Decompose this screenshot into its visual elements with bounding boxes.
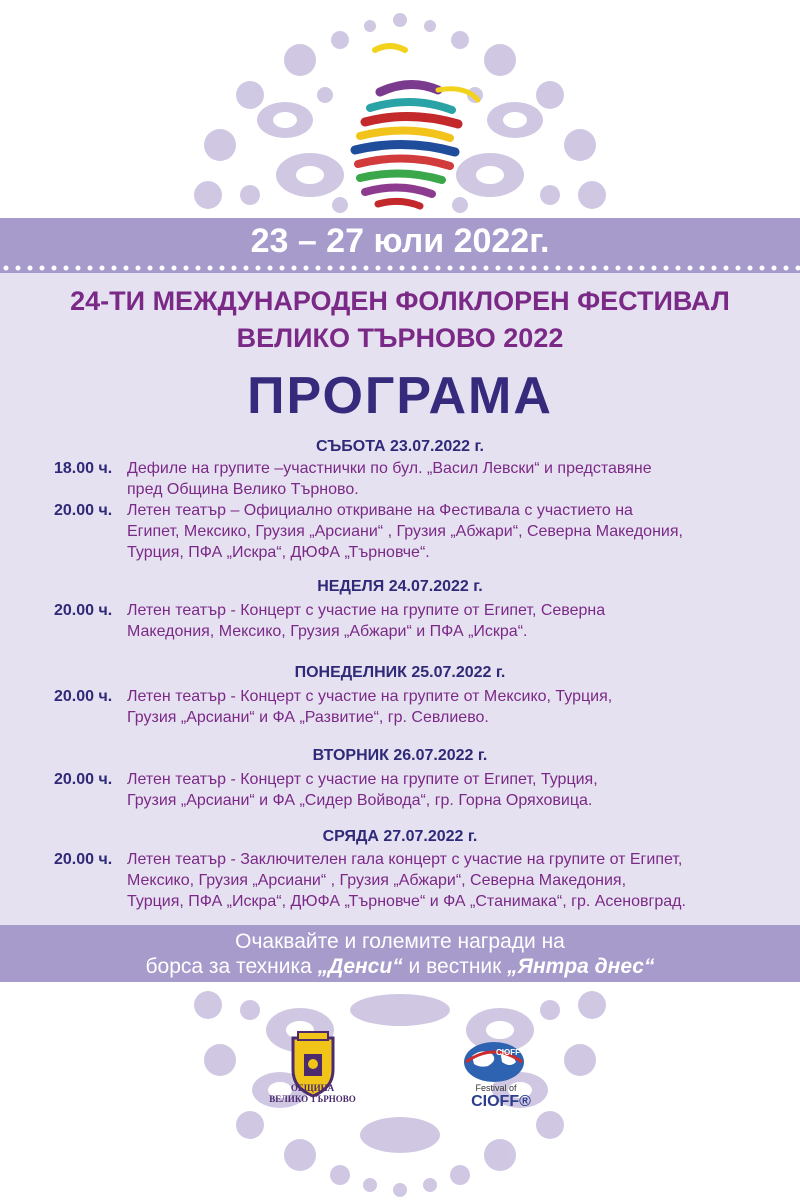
day-heading: ПОНЕДЕЛНИК 25.07.2022 г. (294, 664, 506, 681)
event-line: Мексико, Грузия „Арсиани“ , Грузия „Абжари“, Северна Македония, (127, 872, 627, 889)
bottom-mandala-ornament (190, 985, 610, 1200)
event-time: 20.00 ч. (54, 502, 113, 519)
divider-dot (220, 266, 225, 271)
divider-dot (4, 266, 9, 271)
event-description (127, 849, 787, 912)
divider-dot (556, 266, 561, 271)
divider-dot (508, 266, 513, 271)
divider-dot (772, 266, 777, 271)
day-heading: СЪБОТА 23.07.2022 г. (316, 438, 484, 455)
divider-dot (688, 266, 693, 271)
divider-dot (112, 266, 117, 271)
divider-dot (616, 266, 621, 271)
event-time: 20.00 ч. (54, 688, 113, 705)
program-heading: ПРОГРАМА (247, 367, 553, 425)
divider-dot (424, 266, 429, 271)
festival-title-line2: ВЕЛИКО ТЪРНОВО 2022 (236, 323, 564, 353)
divider-dot (544, 266, 549, 271)
event-line: Летен театър - Заключителен гала концерт с участие на групите от Египет, (127, 851, 683, 868)
divider-dot (340, 266, 345, 271)
event-time: 18.00 ч. (54, 460, 113, 477)
divider-dot (784, 266, 789, 271)
awards-text: борса за техника (145, 955, 318, 978)
event-line: пред Община Велико Търново. (127, 481, 359, 498)
cioff-caption: Festival of (475, 1083, 517, 1093)
divider-dot (40, 266, 45, 271)
cioff-globe-label: CIOFF (496, 1048, 520, 1057)
divider-dot (472, 266, 477, 271)
event-line: Летен театър - Концерт с участие на групите от Мексико, Турция, (127, 688, 613, 705)
divider-dot (448, 266, 453, 271)
divider-dot (412, 266, 417, 271)
divider-dot (436, 266, 441, 271)
event-line: Дефиле на групите –участнички по бул. „Васил Левски“ и представяне (127, 460, 652, 477)
event-description (127, 458, 787, 500)
sponsor-yantra: „Янтра днес“ (507, 955, 655, 978)
divider-dot (304, 266, 309, 271)
divider-dot (676, 266, 681, 271)
divider-dot (136, 266, 141, 271)
divider-dot (28, 266, 33, 271)
schedule-entry (54, 500, 784, 563)
event-line: Летен театър – Официално откриване на Фестивала с участието на (127, 502, 633, 519)
event-line: Турция, ПФА „Искра“, ДЮФА „Търновче“. (127, 544, 430, 561)
divider-dot (592, 266, 597, 271)
divider-dot (184, 266, 189, 271)
divider-dot (328, 266, 333, 271)
event-line: Летен театър - Концерт с участие на групите от Египет, Турция, (127, 771, 598, 788)
dotted-divider (0, 263, 800, 273)
event-description (127, 500, 787, 563)
event-line: Египет, Мексико, Грузия „Арсиани“ , Грузия „Абжари“, Северна Македония, (127, 523, 683, 540)
event-time: 20.00 ч. (54, 851, 113, 868)
cioff-name: CIOFF® (471, 1093, 531, 1110)
divider-dot (400, 266, 405, 271)
municipality-name-line1: ОБЩИНА (290, 1083, 335, 1093)
event-line: Македония, Мексико, Грузия „Абжари“ и ПФА „Искра“. (127, 623, 528, 640)
divider-dot (244, 266, 249, 271)
date-banner: 23 – 27 юли 2022г. (250, 222, 550, 260)
divider-dot (484, 266, 489, 271)
day-heading: ВТОРНИК 26.07.2022 г. (312, 747, 488, 764)
divider-dot (664, 266, 669, 271)
sponsor-densi: „Денси“ (317, 955, 403, 978)
divider-dot (208, 266, 213, 271)
divider-dot (520, 266, 525, 271)
divider-dot (316, 266, 321, 271)
schedule-entry (54, 769, 784, 811)
divider-dot (148, 266, 153, 271)
awards-line2 (0, 955, 800, 979)
divider-dot (568, 266, 573, 271)
divider-dot (76, 266, 81, 271)
schedule-entry (54, 600, 784, 642)
divider-dot (748, 266, 753, 271)
divider-dot (712, 266, 717, 271)
awards-text: и вестник (402, 955, 508, 978)
divider-dot (232, 266, 237, 271)
divider-dot (280, 266, 285, 271)
divider-dot (376, 266, 381, 271)
schedule-entry (54, 458, 784, 500)
divider-dot (532, 266, 537, 271)
divider-dot (160, 266, 165, 271)
day-heading: НЕДЕЛЯ 24.07.2022 г. (317, 578, 483, 595)
event-description (127, 769, 787, 811)
divider-dot (64, 266, 69, 271)
day-heading: СРЯДА 27.07.2022 г. (322, 828, 478, 845)
event-time: 20.00 ч. (54, 602, 113, 619)
divider-dot (364, 266, 369, 271)
festival-title-line1: 24-ТИ МЕЖДУНАРОДЕН ФОЛКЛОРЕН ФЕСТИВАЛ (70, 286, 730, 316)
event-line: Турция, ПФА „Искра“, ДЮФА „Търновче“ и ФА „Станимака“, гр. Асеновград. (127, 893, 686, 910)
schedule-entry (54, 686, 784, 728)
divider-dot (724, 266, 729, 271)
divider-dot (700, 266, 705, 271)
divider-dot (736, 266, 741, 271)
festival-emblem-icon (330, 40, 480, 215)
cioff-globe-icon (458, 1038, 530, 1086)
event-line: Летен театър - Концерт с участие на групите от Египет, Северна (127, 602, 606, 619)
divider-dot (460, 266, 465, 271)
divider-dot (628, 266, 633, 271)
divider-dot (640, 266, 645, 271)
divider-dot (652, 266, 657, 271)
event-line: Грузия „Арсиани“ и ФА „Сидер Войвода“, гр. Горна Оряховица. (127, 792, 593, 809)
divider-dot (196, 266, 201, 271)
divider-dot (16, 266, 21, 271)
divider-dot (88, 266, 93, 271)
divider-dot (496, 266, 501, 271)
divider-dot (604, 266, 609, 271)
divider-dot (100, 266, 105, 271)
event-line: Грузия „Арсиани“ и ФА „Развитие“, гр. Севлиево. (127, 709, 489, 726)
divider-dot (352, 266, 357, 271)
divider-dot (268, 266, 273, 271)
divider-dot (760, 266, 765, 271)
divider-dot (580, 266, 585, 271)
schedule-entry (54, 849, 784, 912)
divider-dot (256, 266, 261, 271)
divider-dot (52, 266, 57, 271)
awards-line1: Очаквайте и големите награди на (235, 930, 565, 953)
municipality-logo-text (260, 1083, 365, 1105)
event-time: 20.00 ч. (54, 771, 113, 788)
divider-dot (124, 266, 129, 271)
event-description (127, 600, 787, 642)
divider-dot (388, 266, 393, 271)
divider-dot (292, 266, 297, 271)
divider-dot (172, 266, 177, 271)
municipality-name-line2: ВЕЛИКО ТЪРНОВО (269, 1094, 356, 1104)
event-description (127, 686, 787, 728)
